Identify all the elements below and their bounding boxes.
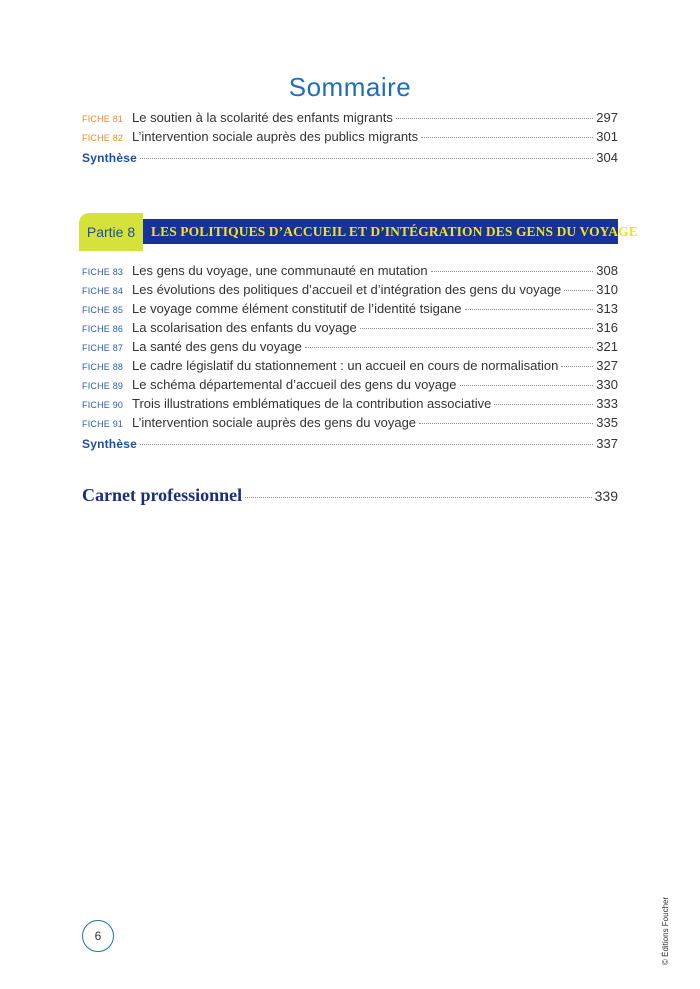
- toc-entry[interactable]: [82, 320, 618, 339]
- synthese-label: Synthèse: [82, 151, 137, 165]
- entry-page: 321: [596, 339, 618, 354]
- carnet-page: 339: [594, 488, 618, 504]
- entry-page: 330: [596, 377, 618, 392]
- leader-dots: [305, 347, 593, 348]
- toc-entry[interactable]: [82, 377, 618, 396]
- entry-title: L’intervention sociale auprès des gens du voyage: [132, 415, 417, 430]
- leader-dots: [421, 137, 593, 138]
- leader-dots: [360, 328, 594, 329]
- toc-synthese[interactable]: [82, 150, 618, 169]
- leader-dots: [494, 404, 593, 405]
- leader-dots: [561, 366, 593, 367]
- entry-title: Le soutien à la scolarité des enfants migrants: [132, 110, 393, 125]
- entry-page: 333: [596, 396, 618, 411]
- entry-page: 313: [596, 301, 618, 316]
- partie-badge: Partie 8: [79, 213, 143, 251]
- leader-dots: [140, 444, 593, 445]
- entry-title: Le schéma départemental d’accueil des gens du voyage: [132, 377, 457, 392]
- entry-title: Le cadre législatif du stationnement : un accueil en cours de normalisation: [132, 358, 559, 373]
- toc-entry[interactable]: [82, 358, 618, 377]
- entry-title: Trois illustrations emblématiques de la contribution associative: [132, 396, 492, 411]
- toc-entry[interactable]: [82, 263, 618, 282]
- leader-dots: [460, 385, 594, 386]
- carnet-label: Carnet professionnel: [82, 485, 243, 505]
- synthese-page: 337: [596, 436, 618, 451]
- entry-page: 310: [596, 282, 618, 297]
- entry-page: 297: [596, 110, 618, 125]
- leader-dots: [396, 118, 593, 119]
- toc-synthese[interactable]: [82, 436, 618, 455]
- synthese-page: 304: [596, 150, 618, 165]
- entry-page: 308: [596, 263, 618, 278]
- entry-title: Le voyage comme élément constitutif de l’identité tsigane: [132, 301, 462, 316]
- toc-section-8: [82, 263, 618, 455]
- partie-header: [79, 213, 638, 251]
- toc-entry[interactable]: [82, 339, 618, 358]
- leader-dots: [140, 158, 593, 159]
- page-title: Sommaire: [288, 72, 412, 102]
- fiche-number: FICHE 84: [82, 286, 124, 296]
- toc-entry[interactable]: [82, 282, 618, 301]
- entry-title: La scolarisation des enfants du voyage: [132, 320, 357, 335]
- entry-page: 316: [596, 320, 618, 335]
- synthese-label: Synthèse: [82, 437, 137, 451]
- leader-dots: [431, 271, 594, 272]
- fiche-number: FICHE 89: [82, 381, 124, 391]
- toc-carnet: [82, 485, 618, 511]
- fiche-number: FICHE 91: [82, 419, 124, 429]
- entry-title: Les gens du voyage, une communauté en mutation: [132, 263, 428, 278]
- leader-dots: [564, 290, 593, 291]
- entry-page: 301: [596, 129, 618, 144]
- toc-section-7-end: [82, 110, 618, 169]
- entry-page: 327: [596, 358, 618, 373]
- copyright-notice: © Éditions Foucher: [661, 896, 670, 965]
- fiche-number: FICHE 86: [82, 324, 124, 334]
- fiche-number: FICHE 88: [82, 362, 124, 372]
- fiche-number: FICHE 85: [82, 305, 124, 315]
- entry-title: L’intervention sociale auprès des publics migrants: [132, 129, 419, 144]
- leader-dots: [419, 423, 593, 424]
- entry-title: Les évolutions des politiques d’accueil et d’intégration des gens du voyage: [132, 282, 562, 297]
- carnet-entry[interactable]: [82, 485, 618, 511]
- toc-entry[interactable]: [82, 129, 618, 148]
- toc-entry[interactable]: [82, 396, 618, 415]
- toc-entry[interactable]: [82, 415, 618, 434]
- fiche-number: FICHE 83: [82, 267, 124, 277]
- toc-entry[interactable]: [82, 301, 618, 320]
- toc-entry[interactable]: [82, 110, 618, 129]
- fiche-number: FICHE 81: [82, 114, 124, 124]
- fiche-number: FICHE 87: [82, 343, 124, 353]
- page-number: 6: [82, 920, 114, 952]
- leader-dots: [245, 497, 591, 498]
- fiche-number: FICHE 90: [82, 400, 124, 410]
- fiche-number: FICHE 82: [82, 133, 124, 143]
- entry-page: 335: [596, 415, 618, 430]
- leader-dots: [465, 309, 594, 310]
- partie-title: LES POLITIQUES D’ACCUEIL ET D’INTÉGRATION DES GENS DU VOYAGE: [143, 219, 618, 244]
- entry-title: La santé des gens du voyage: [132, 339, 302, 354]
